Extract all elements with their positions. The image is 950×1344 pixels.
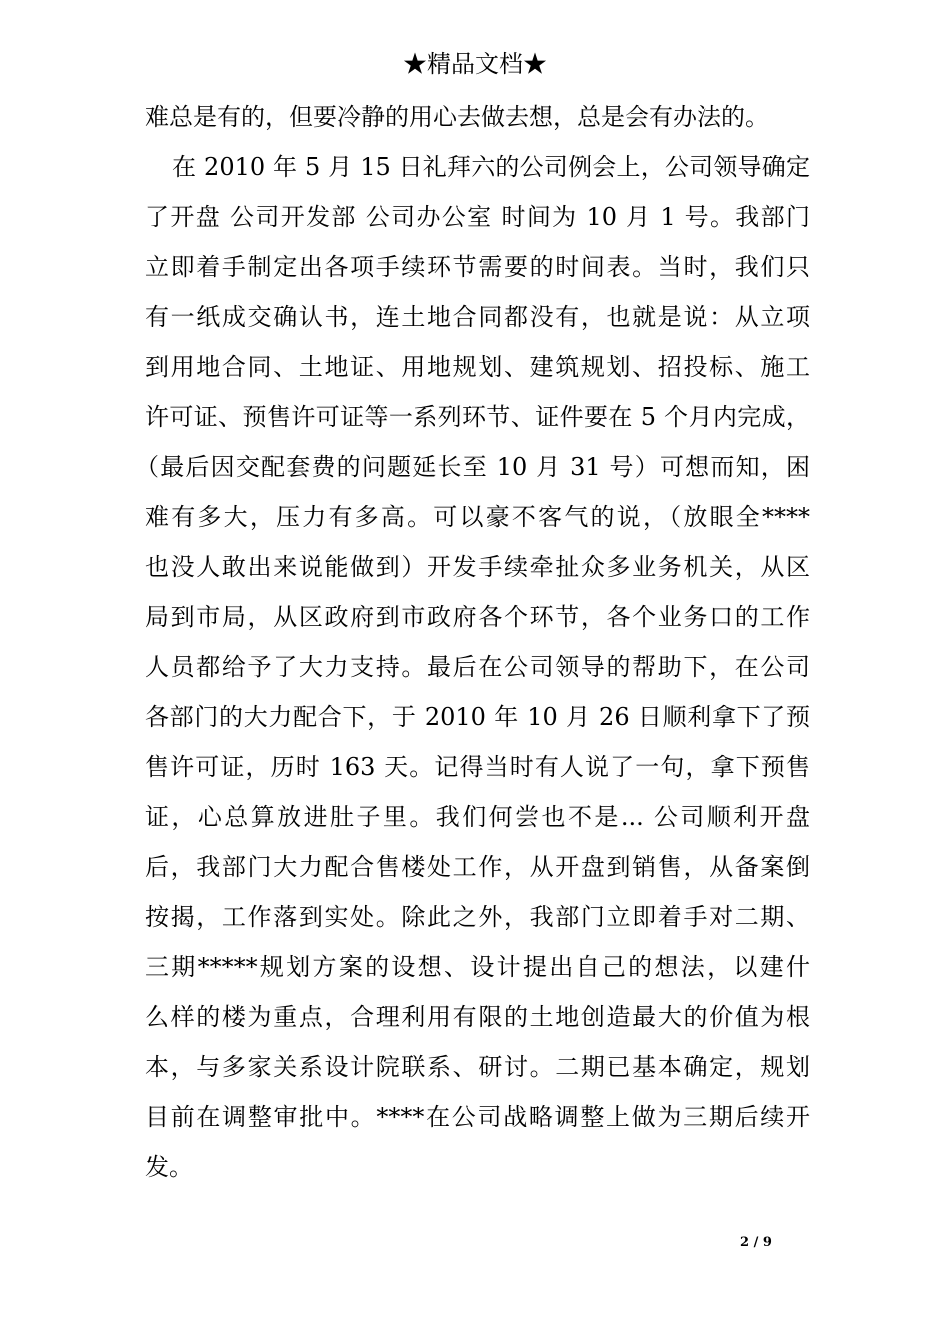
body-line-19: 么样的楼为重点，合理利用有限的土地创造最大的价值为根 [145,1003,810,1031]
body-line-16: 后，我部门大力配合售楼处工作，从开盘到销售，从备案倒 [145,853,810,881]
body-line-2: 在 2010 年 5 月 15 日礼拜六的公司例会上，公司领导确定 [172,153,810,181]
body-line-8: （最后因交配套费的问题延长至 10 月 31 号）可想而知，困 [135,453,810,481]
body-line-6: 到用地合同、土地证、用地规划、建筑规划、招投标、施工 [145,353,810,381]
body-line-1: 难总是有的，但要冷静的用心去做去想，总是会有办法的。 [145,103,769,131]
page-number: 2 / 9 [740,1235,772,1250]
body-line-17: 按揭，工作落到实处。除此之外，我部门立即着手对二期、 [145,903,810,931]
body-line-13: 各部门的大力配合下，于 2010 年 10 月 26 日顺利拿下了预 [145,703,810,731]
body-line-11: 局到市局，从区政府到市政府各个环节，各个业务口的工作 [145,603,810,631]
body-line-3: 了开盘 公司开发部 公司办公室 时间为 10 月 1 号。我部门 [145,203,810,231]
body-line-4: 立即着手制定出各项手续环节需要的时间表。当时，我们只 [145,253,810,281]
body-line-10: 也没人敢出来说能做到）开发手续牵扯众多业务机关，从区 [145,553,810,581]
body-line-9: 难有多大，压力有多高。可以豪不客气的说，（放眼全**** [145,503,810,531]
page-header-title: ★精品文档★ [403,50,547,78]
body-line-20: 本，与多家关系设计院联系、研讨。二期已基本确定，规划 [145,1053,810,1081]
body-line-7: 许可证、预售许可证等一系列环节、证件要在 5 个月内完成， [145,403,810,431]
body-line-22: 发。 [145,1153,193,1181]
body-line-14: 售许可证，历时 163 天。记得当时有人说了一句，拿下预售 [145,753,810,781]
body-line-21: 目前在调整审批中。****在公司战略调整上做为三期后续开 [145,1103,810,1131]
body-line-5: 有一纸成交确认书，连土地合同都没有，也就是说：从立项 [145,303,810,331]
body-line-12: 人员都给予了大力支持。最后在公司领导的帮助下，在公司 [145,653,810,681]
body-line-18: 三期*****规划方案的设想、设计提出自己的想法，以建什 [145,953,810,981]
body-line-15: 证，心总算放进肚子里。我们何尝也不是... 公司顺利开盘 [145,803,810,831]
